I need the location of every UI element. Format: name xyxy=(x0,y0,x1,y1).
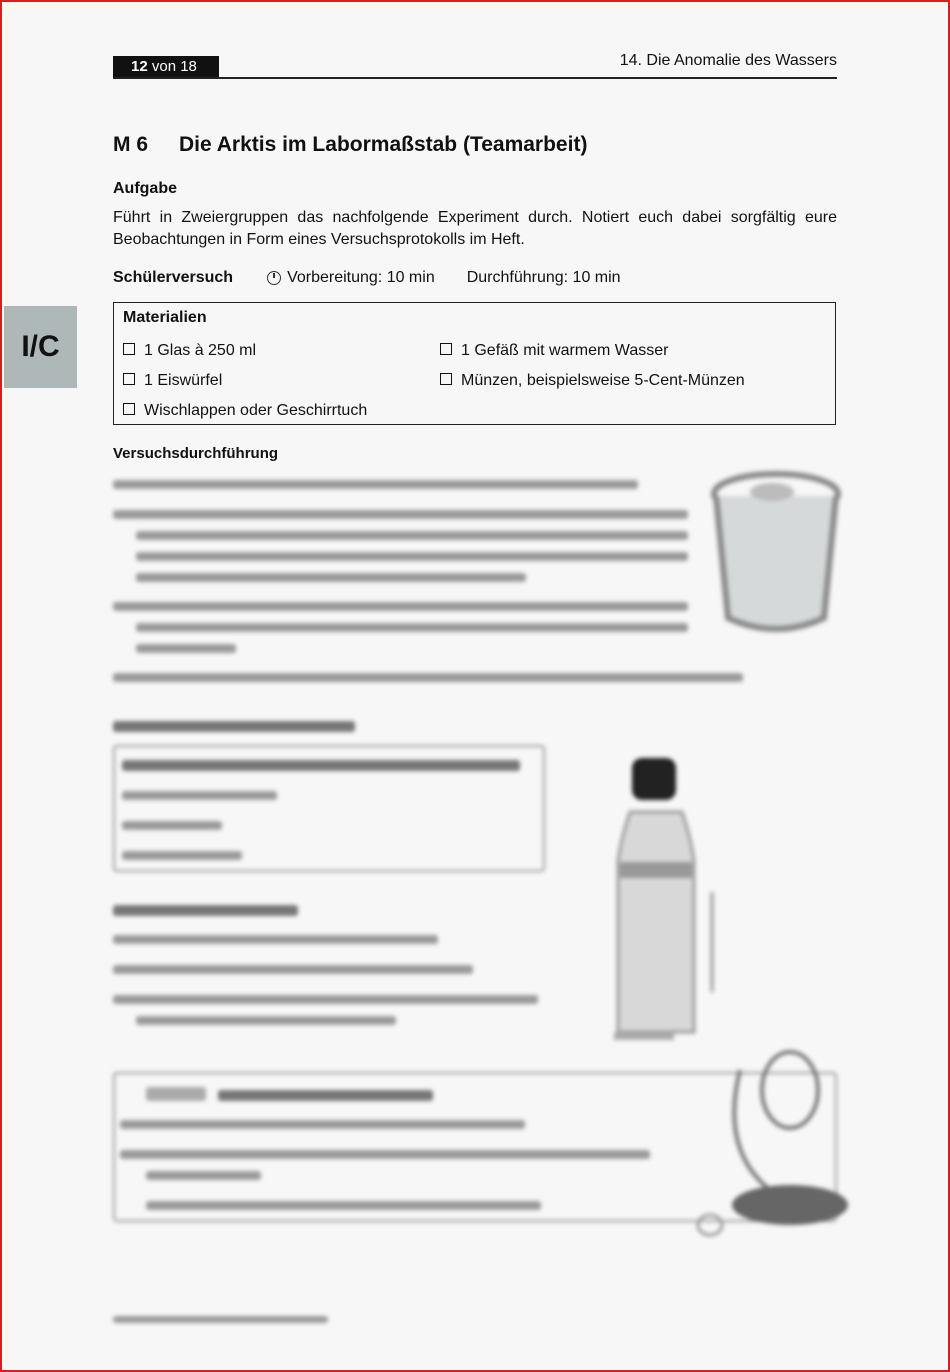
preparation-time: Vorbereitung: 10 min xyxy=(287,269,435,286)
checkbox-icon xyxy=(123,343,135,355)
material-number: M 6 xyxy=(113,133,149,156)
level-tab: I/C xyxy=(4,306,77,388)
experiment-type: Schülerversuch xyxy=(113,269,234,286)
task-text: Führt in Zweiergruppen das nachfolgende Experiment durch. Notiert euch dabei sorgfältig eure Beobachtungen in Form eines Versuchsprotokolls im Heft. xyxy=(113,209,837,248)
character-illustration xyxy=(680,1030,850,1250)
execution-time: Durchführung: 10 min xyxy=(466,269,621,286)
page-title xyxy=(113,133,587,157)
materials-heading: Materialien xyxy=(123,309,207,326)
material-item: 1 Eiswürfel xyxy=(123,372,222,390)
checkbox-icon xyxy=(123,403,135,415)
page-total: von 18 xyxy=(151,58,197,75)
page-header xyxy=(113,52,837,79)
page-number: 12 xyxy=(131,58,148,75)
bottle-illustration xyxy=(600,752,730,1052)
chapter-title: 14. Die Anomalie des Wassers xyxy=(619,52,837,69)
material-item: Wischlappen oder Geschirrtuch xyxy=(123,402,367,420)
material-item: Münzen, beispielsweise 5-Cent-Münzen xyxy=(440,372,745,390)
experiment-meta xyxy=(113,269,621,287)
page-number-badge xyxy=(113,56,219,77)
checkbox-icon xyxy=(123,373,135,385)
clock-icon xyxy=(267,271,281,285)
material-item: 1 Glas à 250 ml xyxy=(123,342,256,360)
checkbox-icon xyxy=(440,373,452,385)
title-text: Die Arktis im Labormaßstab (Teamarbeit) xyxy=(179,133,588,156)
checkbox-icon xyxy=(440,343,452,355)
procedure-heading: Versuchsdurchführung xyxy=(113,445,279,462)
task-heading: Aufgabe xyxy=(113,180,177,197)
glass-illustration xyxy=(706,468,846,640)
material-item: 1 Gefäß mit warmem Wasser xyxy=(440,342,668,360)
materials-box xyxy=(113,302,836,425)
